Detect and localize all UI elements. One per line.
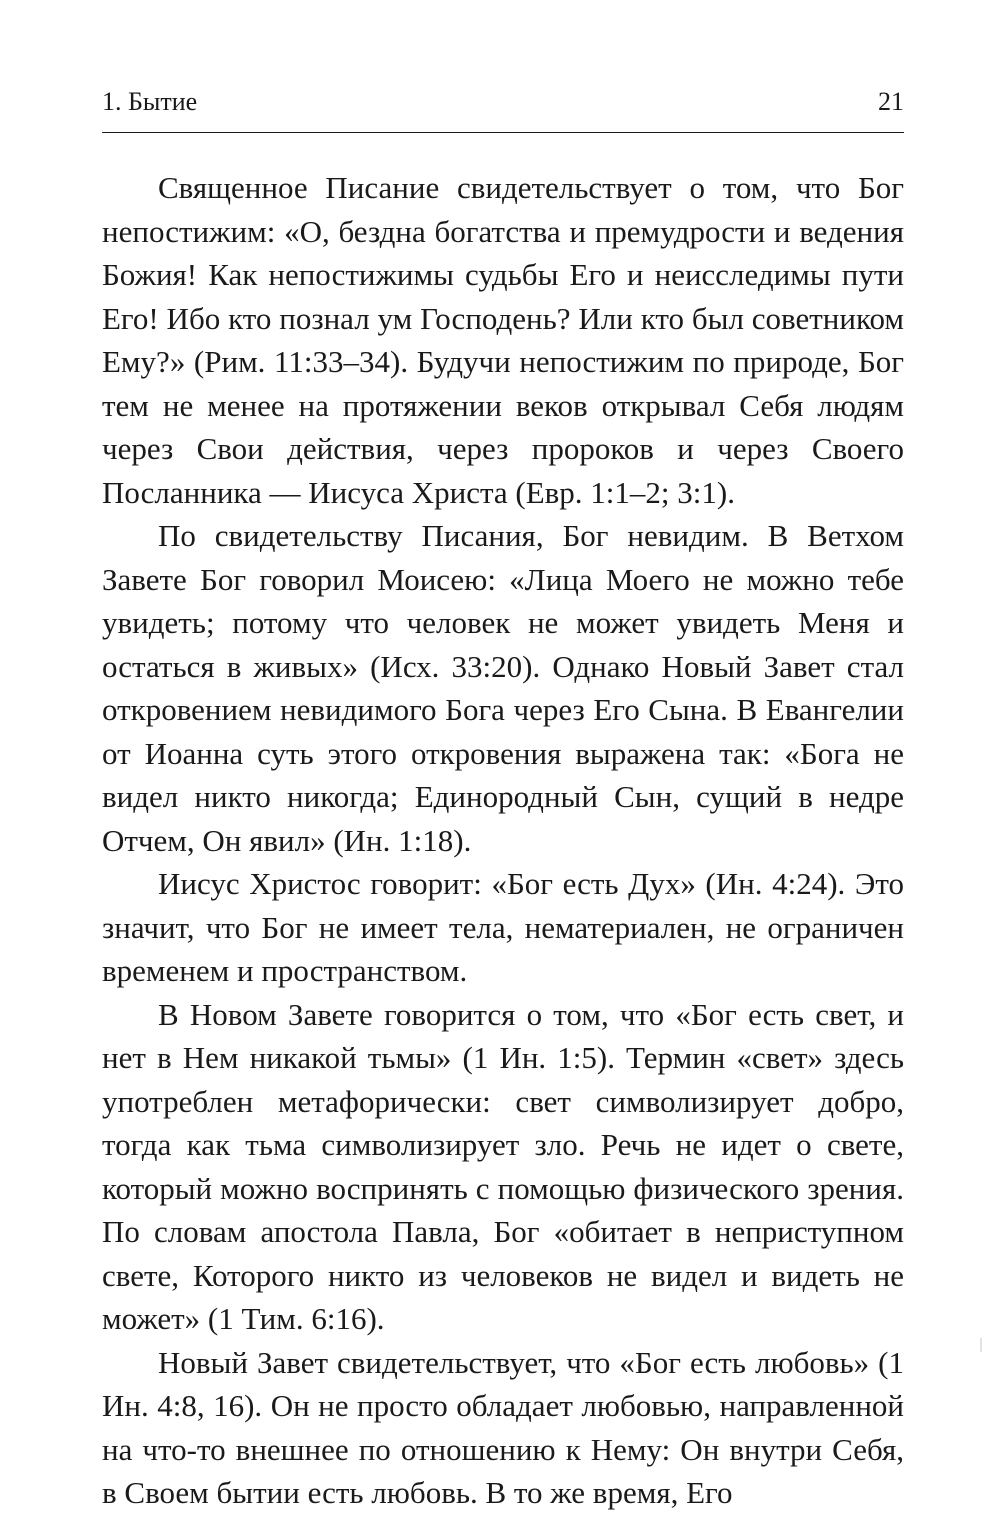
book-page xyxy=(102,0,904,1521)
page-edge-mark xyxy=(980,1338,982,1352)
paragraph-5: Новый Завет свидетельствует, что «Бог есть любовь» (1 Ин. 4:8, 16). Он не просто обладает любовью, направленной на что-то внешнее по отношению к Нему: Он внутри Себя, в Своем бытии есть любовь. В то же время, Его xyxy=(102,1344,904,1510)
running-head-section-title: 1. Бытие xyxy=(102,87,198,116)
body-text xyxy=(102,166,904,1515)
paragraph-2: По свидетельству Писания, Бог невидим. В Ветхом Завете Бог говорил Моисею: «Лица Моего не можно тебе увидеть; потому что человек не может увидеть Меня и остаться в живых» (Исх. 33:20). Однако Новый Завет стал откровением невидимого Бога через Его Сына. В Евангелии от Иоанна суть этого откровения выражена так: «Бога не видел никто никогда; Единородный Сын, сущий в недре Отчем, Он явил» (Ин. 1:18). xyxy=(102,518,904,858)
running-head xyxy=(102,84,904,120)
header-rule xyxy=(102,132,904,133)
paragraph-1: Священное Писание свидетельствует о том, что Бог непостижим: «О, бездна богатства и премудрости и ведения Божия! Как непостижимы судьбы Его и неисследимы пути Его! Ибо кто познал ум Господень? Или кто был советником Ему?» (Рим. 11:33–34). Будучи непостижим по природе, Бог тем не менее на протяжении веков открывал Себя людям через Свои действия, через пророков и через Своего Посланника — Иисуса Христа (Евр. 1:1–2; 3:1). xyxy=(102,170,904,510)
paragraph-3: Иисус Христос говорит: «Бог есть Дух» (Ин. 4:24). Это значит, что Бог не имеет тела, нематериален, не ограничен временем и пространством. xyxy=(102,866,904,988)
paragraph-4: В Новом Завете говорится о том, что «Бог есть свет, и нет в Нем никакой тьмы» (1 Ин. 1:5). Термин «свет» здесь употреблен метафорически: свет символизирует добро, тогда как тьма символизирует зло. Речь не идет о свете, который можно воспринять с помощью физического зрения. По словам апостола Павла, Бог «обитает в неприступном свете, Которого никто из человеков не видел и видеть не может» (1 Тим. 6:16). xyxy=(102,996,904,1336)
page-number: 21 xyxy=(878,87,904,116)
